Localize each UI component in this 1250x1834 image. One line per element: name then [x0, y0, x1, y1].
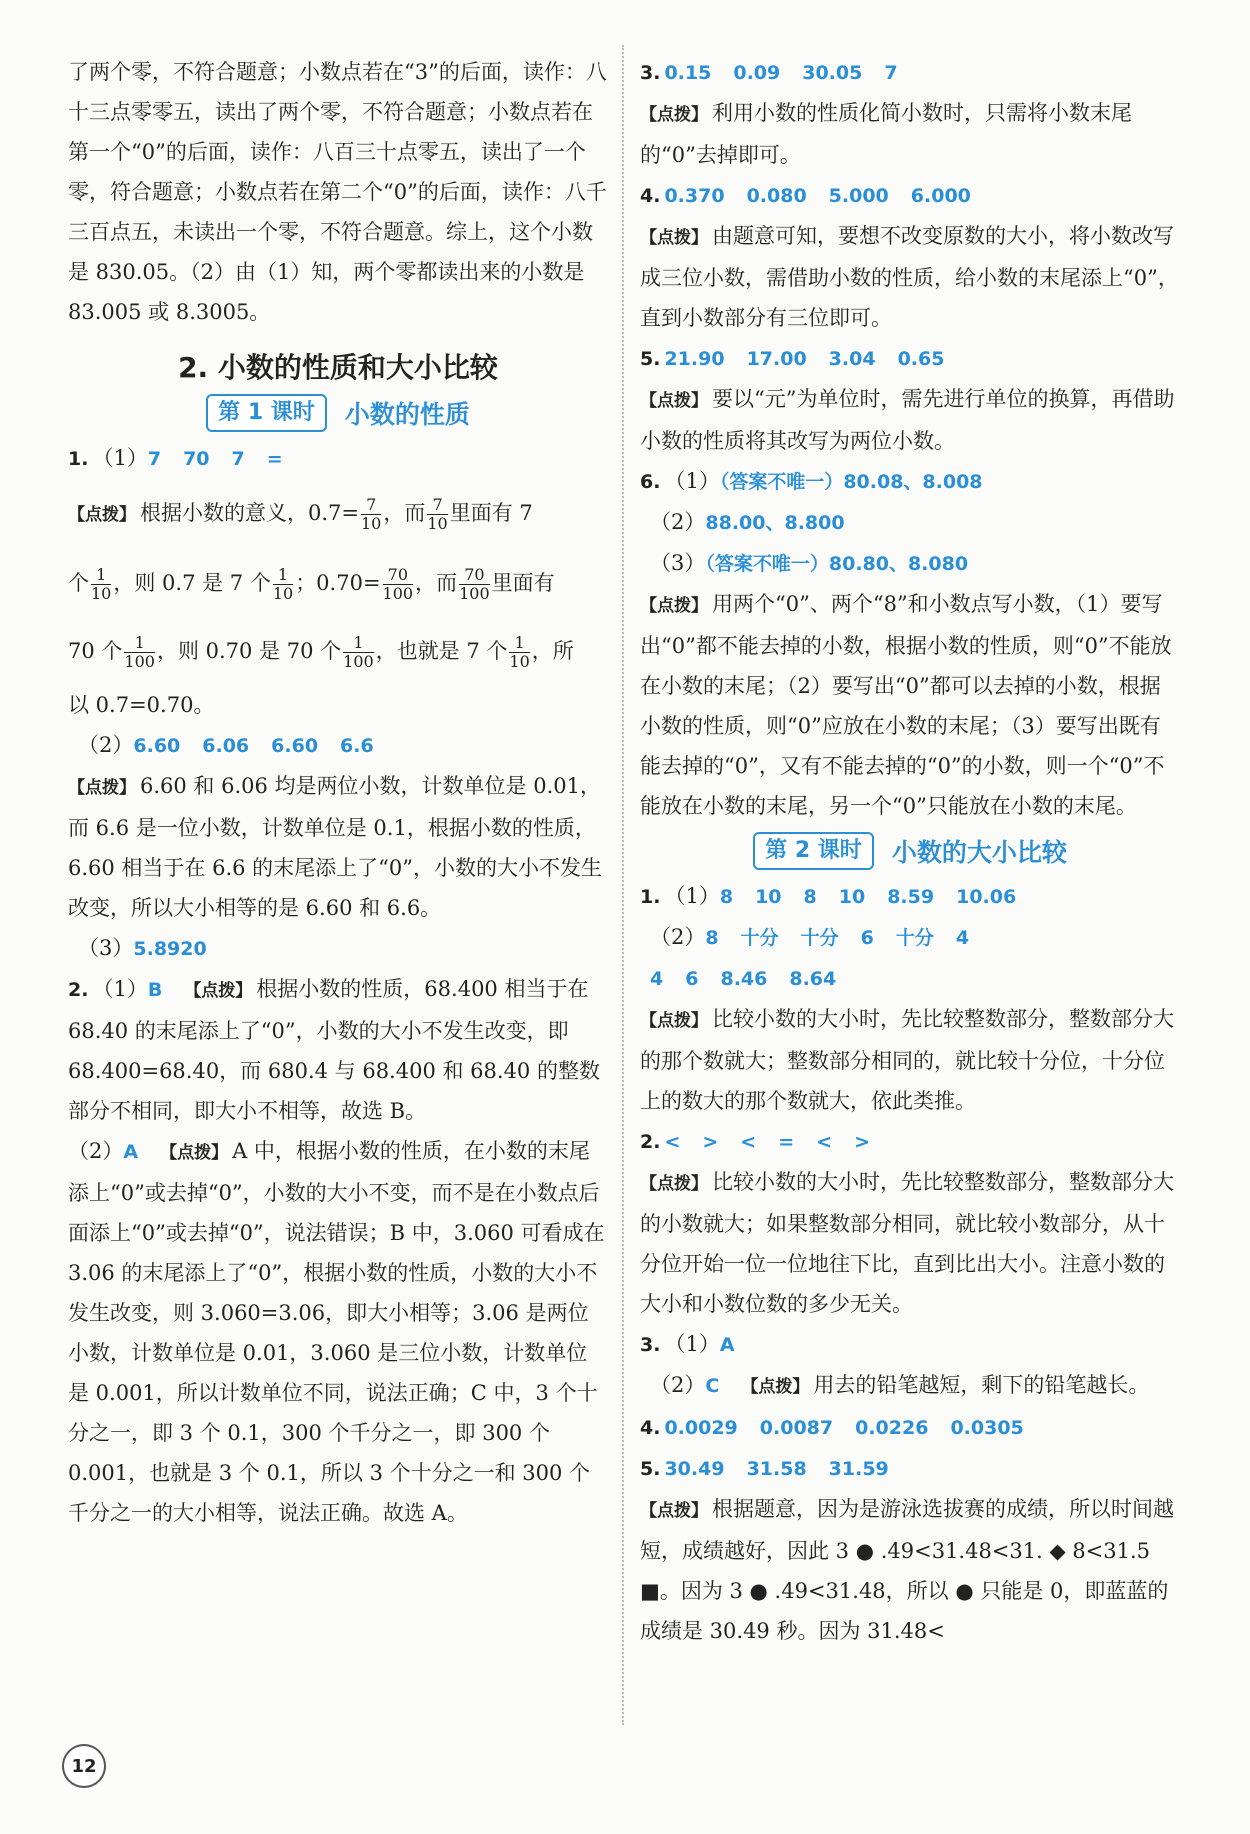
q1-part2: （2）6.60 6.06 6.60 6.6	[78, 733, 374, 757]
q2-part2: （2）A 【点拨】 A 中，根据小数的性质，在小数的末尾添上“0”或去掉“0”，小数的大小不变，而不是在小数点后面添上“0”或去掉“0”，说法错误；B 中，3.060 可看成在 3.06 的末尾添上了“0”，根据小数的性质，小数的大小不发生改变，则 3.060=3.06，即大小相等；3.06 是两位小数，计数单位是 0.01，3.060 是三位小数，计数单位是 0.001，所以计数单位不同，说法正确；C 中，3 个十分之一，即 3 个 0.1，300 个千分之一，即 300 个 0.001，也就是 3 个 0.1，所以 3 个十分之一和 300 个千分之一的大小相等，说法正确。故选 A。	[68, 1139, 605, 1525]
c1-part1: 1. （1）8 10 8 10 8.59 10.06	[640, 884, 1017, 908]
left-column	[68, 52, 608, 1533]
q1-part3: （3）5.8920	[78, 936, 207, 960]
c3-part1: 3. （1）A	[640, 1332, 735, 1356]
q5-answer: 5. 21.90 17.00 3.04 0.65	[640, 348, 945, 370]
lesson-1-badge: 第 1 课时	[206, 394, 327, 432]
c2-tip: 【点拨】 比较小数的大小时，先比较整数部分，整数部分大的小数就大；如果整数部分相同，就比较小数部分，从十分位开始一位一位地往下比，直到比出大小。注意小数的大小和小数位数的多少无关。	[640, 1170, 1174, 1316]
c5-answer: 5. 30.49 31.58 31.59	[640, 1458, 889, 1480]
q6-part3: （3）（答案不唯一）80.80、8.080	[650, 551, 969, 575]
q3-answer: 3. 0.15 0.09 30.05 7	[640, 62, 898, 84]
c5-tip: 【点拨】 根据题意，因为是游泳选拔赛的成绩，所以时间越短，成绩越好，因此 3 ● .49<31.48<31. ◆ 8<31.5 ■。因为 3 ● .49<31.48，所以 ● 只能是 0，即蓝蓝的成绩是 30.49 秒。因为 31.48<	[640, 1497, 1174, 1643]
intro-paragraph: 了两个零，不符合题意；小数点若在“3”的后面，读作：八十三点零零五，读出了两个零，不符合题意；小数点若在第一个“0”的后面，读作：八百三十点零五，读出了一个零，符合题意；小数点若在第二个“0”的后面，读作：八千三百点五，未读出一个零，不符合题意。综上，这个小数是 830.05。（2）由（1）知，两个零都读出来的小数是 83.005 或 8.3005。	[68, 60, 607, 324]
q1-part2-tip: 【点拨】 6.60 和 6.06 均是两位小数，计数单位是 0.01，而 6.6 是一位小数，计数单位是 0.1，根据小数的性质，6.60 相当于在 6.6 的末尾添上了“0”，小数的大小不发生改变，所以大小相等的是 6.60 和 6.6。	[68, 774, 603, 920]
q6-tip: 【点拨】 用两个“0”、两个“8”和小数点写小数，（1）要写出“0”都不能去掉的小数，根据小数的性质，则“0”不能放在小数的末尾；（2）要写出“0”都可以去掉的小数，根据小数的性质，则“0”应放在小数的末尾；（3）要写出既有能去掉的“0”，又有不能去掉的“0”的小数，则一个“0”不能放在小数的末尾，另一个“0”只能放在小数的末尾。	[640, 592, 1172, 818]
c4-answer: 4. 0.0029 0.0087 0.0226 0.0305	[640, 1417, 1024, 1439]
lesson-2-header	[640, 832, 1180, 870]
lesson-1-header	[68, 394, 608, 432]
q2-part1: 2. （1）B 【点拨】 根据小数的性质，68.400 相当于在 68.40 的末尾添上了“0”，小数的大小不发生改变，即 68.400=68.40，而 680.4 与 68.400 和 68.40 的整数部分不相同，即大小不相等，故选 B。	[68, 977, 600, 1123]
section-title: 2. 小数的性质和大小比较	[178, 351, 498, 384]
page-number: 12	[62, 1744, 106, 1788]
q6-part2: （2）88.00、8.800	[650, 510, 845, 534]
q5-tip: 【点拨】 要以“元”为单位时，需先进行单位的换算，再借助小数的性质将其改写为两位小数。	[640, 387, 1175, 453]
lesson-1-name: 小数的性质	[344, 400, 470, 429]
q1-tip-end: 以 0.7=0.70。	[68, 693, 215, 717]
lesson-2-name: 小数的大小比较	[891, 838, 1067, 867]
lesson-2-badge: 第 2 课时	[753, 832, 874, 870]
c1-part2: （2）8 十分 十分 6 十分 4	[650, 925, 970, 949]
q6-part1: 6. （1）（答案不唯一）80.08、8.008	[640, 469, 983, 493]
c3-part2: （2）C 【点拨】 用去的铅笔越短，剩下的铅笔越长。	[650, 1373, 1150, 1397]
q1-tip: 【点拨】 根据小数的意义，0.7= $\frac{7}{10}$ ，而 $\frac{7}{10}$ 里面有 7 个 $\frac{1}{10}$ ，则 0.7 是 7 个 $\frac{1}{10}$ ；0.70= $\frac{70}{100}$ ，而 $\frac{70}{100}$ 里面有 70 个 $\frac{1}{100}$ ，则 0.70 是 70 个 $\frac{1}{100}$ ，也就是 7 个 $\frac{1}{10}$ ，所	[68, 495, 574, 671]
q4-answer: 4. 0.370 0.080 5.000 6.000	[640, 185, 971, 207]
c1-tip: 【点拨】 比较小数的大小时，先比较整数部分，整数部分大的那个数就大；整数部分相同的，就比较十分位，十分位上的数大的那个数就大，依此类推。	[640, 1007, 1174, 1113]
q1-part1: 1. （1）7 70 7 =	[68, 446, 283, 470]
right-column	[640, 52, 1180, 1651]
c1-part2-cont: 4 6 8.46 8.64	[650, 968, 837, 990]
q4-tip: 【点拨】 由题意可知，要想不改变原数的大小，将小数改写成三位小数，需借助小数的性质，给小数的末尾添上“0”，直到小数部分有三位即可。	[640, 224, 1179, 330]
c2-answer: 2. < > < = < >	[640, 1131, 870, 1153]
column-divider	[622, 45, 624, 1725]
q3-tip: 【点拨】 利用小数的性质化简小数时，只需将小数末尾的“0”去掉即可。	[640, 101, 1132, 167]
